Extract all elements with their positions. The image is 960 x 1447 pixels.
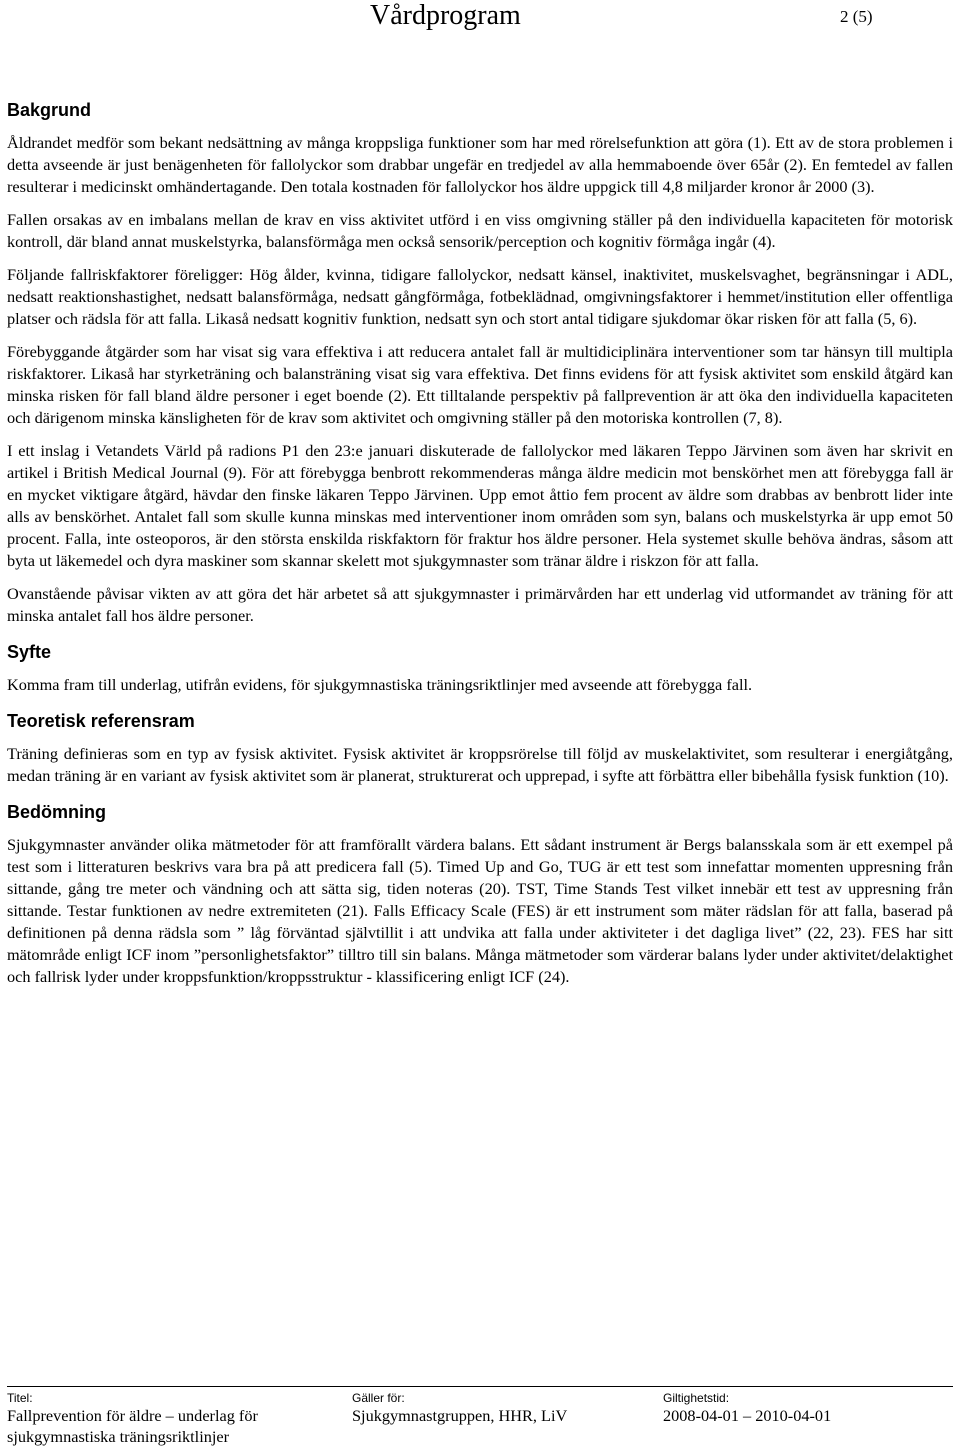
paragraph: Träning definieras som en typ av fysisk aktivitet. Fysisk aktivitet är kroppsrörelse till följd av muskelaktivitet, som resulterar i energiåtgång, medan träning är en variant av fysisk aktivitet som är planerat, strukturerat och upprepad, i syfte att förbättra eller bibehålla fysisk funktion (10). — [7, 744, 953, 785]
section-heading: Teoretisk referensram — [7, 711, 195, 731]
section-teoretisk-referensram — [7, 710, 953, 787]
section-heading: Bakgrund — [7, 100, 92, 120]
paragraph: Fallen orsakas av en imbalans mellan de krav en viss aktivitet utförd i en viss omgivning ställer på den individuella kapaciteten för motorisk kontroll, där bland annat muskelstyrka, balansförmåga men också sensorik/perception och kognitiv förmåga ingår (4). — [7, 210, 953, 251]
paragraph: Ovanstående påvisar vikten av att göra det här arbetet så att sjukgymnaster i primärvården har ett underlag vid utformandet av träning för att minska antalet fall hos äldre personer. — [7, 584, 953, 625]
section-heading: Syfte — [7, 642, 52, 662]
document-body — [7, 99, 953, 1002]
footer-title-label: Titel: — [7, 1391, 33, 1405]
document-title: Vårdprogram — [370, 0, 521, 31]
footer-validity-label: Giltighetstid: — [663, 1391, 730, 1405]
footer-divider — [7, 1386, 953, 1387]
footer-title-block — [7, 1391, 327, 1447]
footer-applies-value: Sjukgymnastgruppen, HHR, LiV — [352, 1406, 568, 1425]
paragraph: Åldrandet medför som bekant nedsättning av många kroppsliga funktioner som har med rörelsefunktion att göra (1). Ett av de stora problemen i detta avseende är just benägenheten för fallolyckor som drabbar ungefär en tredjedel av alla hemmaboende över 65år (2). En femtedel av fallen resulterar i medicinskt omhändertagande. Den totala kostnaden för fallolyckor hos äldre uppgick till 4,8 miljarder kronor år 2000 (3). — [7, 133, 953, 196]
paragraph: Förebyggande åtgärder som har visat sig vara effektiva i att reducera antalet fall är multidiciplinära interventioner som tar hänsyn till multipla riskfaktorer. Likaså har styrketräning och balansträning visat sig vara effektiva. Det finns evidens för att fysisk aktivitet som enskild åtgärd kan minska risken för fall bland äldre personer i eget boende (2). Ett tilltalande perspektiv på fallprevention är att öka den individuella kapaciteten och därigenom minska känsligheten för de krav som aktivitet och omgivning ställer på den motoriska kontrollen (7, 8). — [7, 342, 953, 427]
paragraph: Följande fallriskfaktorer föreligger: Hög ålder, kvinna, tidigare fallolyckor, nedsatt känsel, inaktivitet, muskelsvaghet, begränsningar i ADL, nedsatt reaktionshastighet, nedsatt balansförmåga, nedsatt gångförmåga, fotbeklädnad, omgivningsfaktorer i hemmet/institution eller offentliga platser och rädsla för att falla. Likaså nedsatt kognitiv funktion, nedsatt syn och stort antal tidigare sjukdomar ökar risken för att falla (5, 6). — [7, 265, 953, 328]
footer-validity-block — [663, 1391, 953, 1426]
footer-applies-block — [352, 1391, 642, 1426]
page-footer — [0, 1386, 960, 1446]
footer-applies-label: Gäller för: — [352, 1391, 405, 1405]
footer-validity-value: 2008-04-01 – 2010-04-01 — [663, 1406, 832, 1425]
section-bakgrund — [7, 99, 953, 627]
paragraph: Sjukgymnaster använder olika mätmetoder för att framförallt värdera balans. Ett sådant instrument är Bergs balansskala som är ett exempel på test som i litteraturen beskrivs vara bra på att predicera fall (5). Timed Up and Go, TUG är ett test som innefattar momenten uppresning från sittande, gång tre meter och vändning och att sätta sig, tiden noteras (20). TST, Time Stands Test vilket innebär ett test av uppresning från sittande. Testar funktionen av nedre extremiteten (21). Falls Efficacy Scale (FES) är ett instrument som mäter rädslan för att falla, baserad på definitionen på denna rädsla som ” låg förväntad självtillit i att undvika att falla under aktiviteter i det dagliga livet” (22, 23). FES har sitt mätområde enligt ICF inom ”personlighetsfaktor” tilltro till sin balans. Många mätmetoder som värderar balans lyder under aktivitet/delaktighet och fallrisk lyder under kroppsfunktion/kroppsstruktur - klassificering enligt ICF (24). — [7, 835, 953, 986]
page-header — [0, 0, 960, 40]
section-heading: Bedömning — [7, 802, 106, 822]
paragraph: I ett inslag i Vetandets Värld på radions P1 den 23:e januari diskuterade de fallolyckor med läkaren Teppo Järvinen som även har skrivit en artikel i British Medical Journal (9). För att förebygga benbrott rekommenderas många äldre medicin mot benskörhet men att förebygga fall är en mycket viktigare åtgärd, hävdar den finske läkaren Teppo Järvinen. Upp emot åttio fem procent av äldre som drabbas av benbrott lider inte alls av benskörhet. Antalet fall som skulle kunna minskas med interventioner inom områden som syn, balans och muskelstyrka är upp emot 50 procent. Falla, inte osteoporos, är den största enskilda riskfaktorn för fraktur hos äldre personer. Hela systemet skulle behöva ändras, såsom att byta ut läkemedel och dyra maskiner som skannar skelett mot sjukgymnaster som tränar äldre i riskzon för att falla. — [7, 441, 953, 570]
section-syfte — [7, 641, 953, 696]
section-bedomning — [7, 801, 953, 988]
paragraph: Komma fram till underlag, utifrån evidens, för sjukgymnastiska träningsriktlinjer med avseende att förebygga fall. — [7, 675, 753, 694]
footer-title-value: Fallprevention för äldre – underlag för sjukgymnastiska träningsriktlinjer — [7, 1406, 258, 1446]
page-number: 2 (5) — [840, 7, 873, 26]
